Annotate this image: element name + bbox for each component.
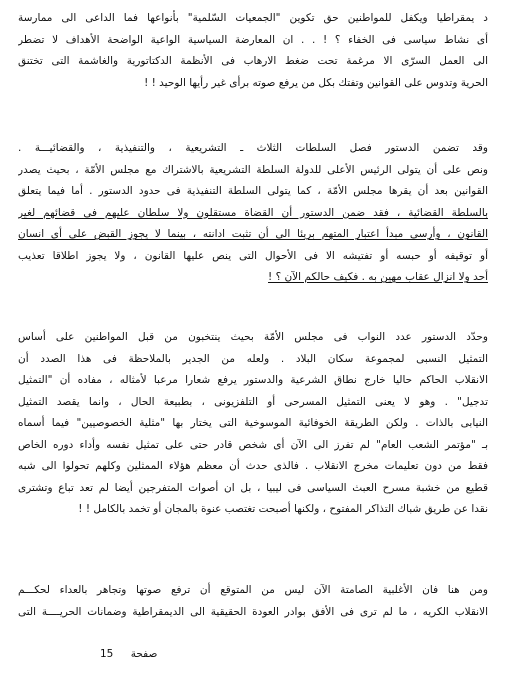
text-line: النيابى بالذات . ولكن الطريقة الخوفائية الموسوخية التى يختار بها "مثلية الخصوصيين" فيما أسماه — [18, 417, 488, 429]
text-line: فقط من دون تعليمات مخرج الانقلاب . فالذى حدث أن معظم هؤلاء الممثلين وكلهم تحولوا الى شبه — [18, 460, 488, 472]
paragraph-1 — [18, 8, 488, 94]
text-line: وقد تضمن الدستور فصل السلطات الثلاث ـ التشريعية ، والتنفيذية ، والقضائيـــة . — [18, 142, 488, 154]
text-line-underlined: القانون ، وأرسى مبدأ اعتبار المتهم بريئا الى أن تثبت ادانته ، بينما لا يجوز القبض على أى انسان — [18, 228, 488, 240]
text-line: نقدا عن طريق شباك التذاكر المفتوح ، ولكنها أصبحت تغتصب عنوة بالمجان أو تخمد بالكامل ! ! — [78, 503, 488, 515]
text-line: تدجيل" . وهو لا يعنى التمثيل المسرحى أو التلفزيونى ، بطبيعة الحال ، وانما يقصد التمثيل — [18, 395, 488, 408]
text-line-underlined: بالسلطة القضائية ، فقد ضمن الدستور أن القضاة مستقلون ولا سلطان عليهم فى قضائهم لغير — [18, 206, 488, 219]
paragraph-4 — [18, 580, 488, 623]
paragraph-3 — [18, 327, 488, 521]
text-line: الانقلاب الكريه ، ما لم ترى فى الأفق بوادر العودة الحقيقية الى الديمقراطية وضمانات الحريــــة التى — [18, 605, 488, 618]
text-line: الى العمل السرّى الا مرغمة تحت ضغط الارهاب فى الأنظمة الدكتاتورية والغاشمة التى تختنق — [18, 55, 488, 67]
page-footer — [100, 648, 157, 660]
text-line: الحرية وتدوس على القوانين وتفتك بكل من يرفع صوته برأى غير رأيها الوحيد ! ! — [144, 76, 488, 89]
text-line: د يمقراطيا ويكفل للمواطنين حق تكوين "الجمعيات السّلمية" بأنواعها فما الداعى الى ممارسة — [18, 12, 488, 24]
text-line: الانقلاب الحاكم حاليا خارج نطاق الشرعية والدستور يرفع شعارا مرعبا لأمثاله ، مفاده أن "التمثيل — [18, 374, 488, 386]
text-line: القوانين بعد أن يقرها مجلس الأمّة ، كما يتولى السلطة التنفيذية فى حدود الدستور . أما فيما يتعلق — [18, 185, 488, 197]
text-line: أى نشاط سياسى فى الخفاء ؟ ! . . ان المعارضة السياسية الواعية الواضحة الأهداف لا تضطر — [18, 33, 488, 46]
page-number: 15 — [100, 648, 114, 660]
paragraph-2 — [18, 138, 488, 289]
text-line: ومن هنا فان الأغلبية الصامتة الآن ليس من المتوقع أن ترفع صوتها وتجاهر بالعداء لحكـــم — [18, 584, 488, 596]
page-label: صفحة — [130, 648, 158, 660]
text-line-underlined: أحد ولا انزال عقاب مهين به . فكيف حالكم الآن ؟ ! — [268, 271, 488, 283]
text-line: التمثيل النسبى لمجموعة سكان البلاد . ولعله من الجدير بالملاحظة فى هذا الصدد أن — [18, 352, 488, 365]
text-line: قطيع من خشبة مسرح العبث السياسى فى ليبيا ، بل ان أصوات المتفرجين أيضا لم تعد تباع وتشترى — [18, 481, 488, 494]
text-line: ونص على أن يتولى الرئيس الأعلى للدولة السلطة التشريعية بالاشتراك مع مجلس الأمّة ، بحيث يصدر — [18, 163, 488, 176]
text-line: بـ "مؤتمر الشعب العام" لم تفرز الى الآن أى شخص قادر حتى على تمثيل نفسه وأداء دوره الخاص — [18, 438, 488, 451]
text-line: وحدّد الدستور عدد النواب فى مجلس الأمّة بحيث ينتخبون من قبل المواطنين على أساس — [18, 331, 488, 343]
text-line: أو توقيفه أو حبسه أو تفتيشه الا فى الأحوال التى ينص عليها القانون ، ولا يجوز اطلاقا تعذيب — [18, 249, 488, 262]
